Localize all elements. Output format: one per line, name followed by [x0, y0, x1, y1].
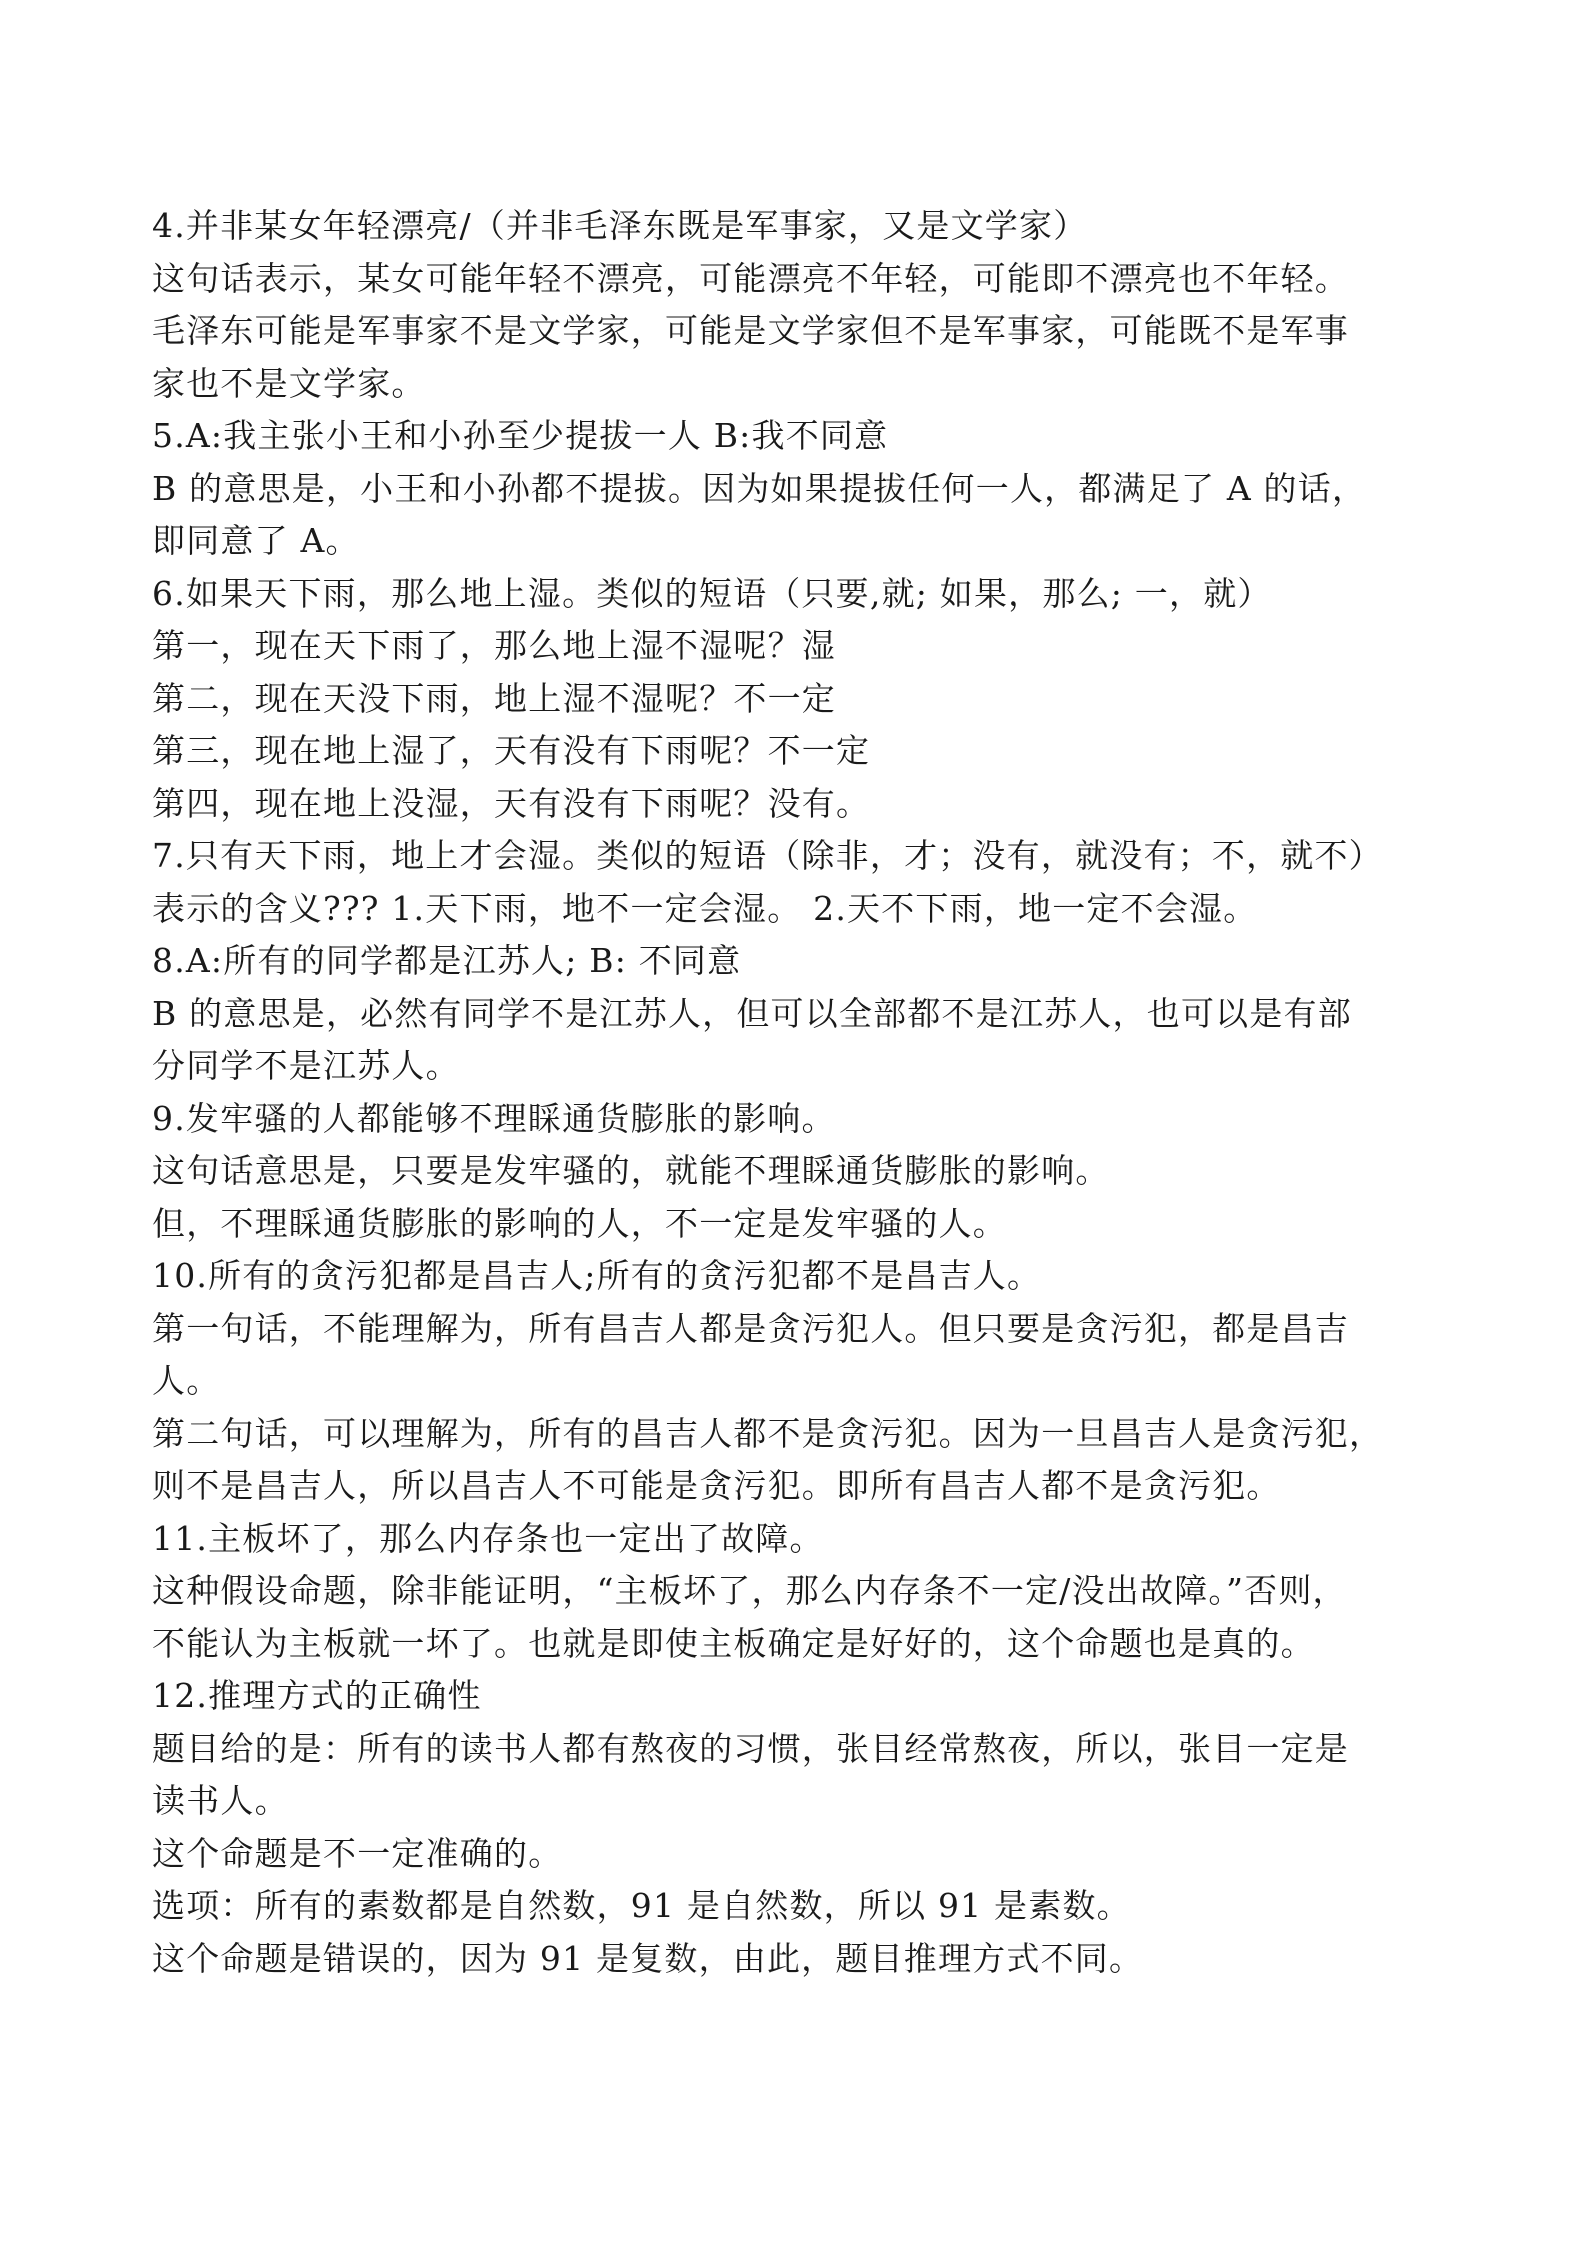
heading-item-4: 4.并非某女年轻漂亮/（并非毛泽东既是军事家，又是文学家）: [152, 206, 1088, 245]
text-line: 这种假设命题，除非能证明，“主板坏了，那么内存条不一定/没出故障。”否则，: [152, 1571, 1347, 1610]
text-line: 这个命题是错误的，因为 91 是复数，由此，题目推理方式不同。: [152, 1938, 1144, 1978]
text-line: 毛泽东可能是军事家不是文学家，可能是文学家但不是军事家，可能既不是军事: [152, 311, 1349, 350]
text-line: 表示的含义??? 1.天下雨，地不一定会湿。 2.天不下雨，地一定不会湿。: [152, 888, 1258, 928]
text-line: B 的意思是，必然有同学不是江苏人，但可以全部都不是江苏人，也可以是有部: [152, 993, 1352, 1033]
text-line: 第二，现在天没下雨，地上湿不湿呢？不一定: [152, 678, 836, 718]
text-line: B 的意思是，小王和小孙都不提拔。因为如果提拔任何一人，都满足了 A 的话，: [152, 468, 1367, 508]
heading-item-11: 11.主板坏了，那么内存条也一定出了故障。: [152, 1518, 824, 1558]
text-line: 读书人。: [152, 1781, 289, 1820]
heading-item-10: 10.所有的贪污犯都是昌吉人;所有的贪污犯都不是昌吉人。: [152, 1256, 1042, 1295]
text-line: 人。: [152, 1361, 221, 1400]
text-line: 第一句话，不能理解为，所有昌吉人都是贪污犯人。但只要是贪污犯，都是昌吉: [152, 1308, 1349, 1348]
text-line: 第一，现在天下雨了，那么地上湿不湿呢？湿: [152, 626, 836, 665]
text-line: 这句话意思是，只要是发牢骚的，就能不理睬通货膨胀的影响。: [152, 1151, 1110, 1190]
text-line: 第二句话，可以理解为，所有的昌吉人都不是贪污犯。因为一旦昌吉人是贪污犯，: [152, 1413, 1384, 1453]
text-line: 这个命题是不一定准确的。: [152, 1833, 563, 1873]
heading-item-7: 7.只有天下雨，地上才会湿。类似的短语（除非，才；没有，就没有；不，就不）: [152, 836, 1383, 875]
text-line: 第三，现在地上湿了，天有没有下雨呢？不一定: [152, 731, 871, 770]
heading-item-9: 9.发牢骚的人都能够不理睬通货膨胀的影响。: [152, 1098, 836, 1138]
text-line: 不能认为主板就一坏了。也就是即使主板确定是好好的，这个命题也是真的。: [152, 1623, 1315, 1663]
text-line: 但，不理睬通货膨胀的影响的人，不一定是发牢骚的人。: [152, 1203, 1007, 1243]
heading-item-6: 6.如果天下雨，那么地上湿。类似的短语（只要,就; 如果，那么; 一，就）: [152, 573, 1272, 613]
heading-item-12: 12.推理方式的正确性: [152, 1676, 482, 1715]
text-line: 这句话表示，某女可能年轻不漂亮，可能漂亮不年轻，可能即不漂亮也不年轻。: [152, 258, 1349, 298]
text-line: 题目给的是：所有的读书人都有熬夜的习惯，张目经常熬夜，所以，张目一定是: [152, 1728, 1349, 1768]
text-line: 即同意了 A。: [152, 521, 360, 560]
text-line: 第四，现在地上没湿，天有没有下雨呢？没有。: [152, 783, 871, 823]
heading-item-8: 8.A:所有的同学都是江苏人; B: 不同意: [152, 941, 742, 980]
heading-item-5: 5.A:我主张小王和小孙至少提拔一人 B:我不同意: [152, 416, 889, 455]
text-line: 选项：所有的素数都是自然数，91 是自然数，所以 91 是素数。: [152, 1886, 1131, 1925]
text-line: 家也不是文学家。: [152, 363, 426, 403]
document-body: [152, 200, 1462, 1985]
text-line: 分同学不是江苏人。: [152, 1046, 460, 1085]
text-line: 则不是昌吉人，所以昌吉人不可能是贪污犯。即所有昌吉人都不是贪污犯。: [152, 1466, 1281, 1505]
